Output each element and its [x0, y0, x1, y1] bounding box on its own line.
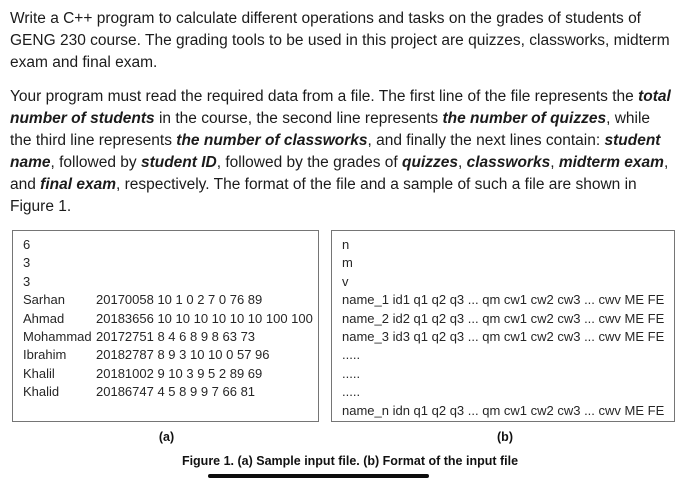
- emphasized-term: total number of students: [10, 88, 671, 127]
- emphasized-term: the number of classworks: [176, 132, 368, 149]
- emphasized-term: final exam: [40, 176, 116, 193]
- format-line: name_n idn q1 q2 q3 ... qm cw1 cw2 cw3 ... cwv ME FE: [342, 402, 665, 418]
- emphasized-term: student ID: [140, 154, 217, 171]
- format-line: .....: [342, 347, 361, 363]
- student-row: [23, 310, 312, 328]
- paragraph-text: Your program must read the required data from a file. The first line of the file represents the: [10, 88, 639, 105]
- format-line: v: [342, 273, 349, 289]
- student-row: [23, 291, 312, 309]
- student-grades: 20182787 8 9 3 10 10 0 57 96: [96, 347, 270, 363]
- file-header-line: 3: [23, 273, 31, 289]
- student-name: Sarhan: [23, 292, 65, 308]
- intro-paragraph-2: [10, 86, 672, 218]
- sub-captions-row: [10, 430, 690, 444]
- paragraph-text: , followed by the grades of: [216, 154, 403, 171]
- paragraph-text: , respectively. The format of the file and a sample of such a file are shown in Figure 1.: [10, 176, 637, 215]
- paragraph-text: , and: [10, 154, 669, 193]
- student-name: Ibrahim: [23, 347, 67, 363]
- student-row: [23, 365, 312, 383]
- emphasized-term: quizzes: [402, 154, 458, 171]
- figure-1-boxes: [10, 230, 690, 422]
- student-grades: 20170058 10 1 0 2 7 0 76 89: [96, 292, 263, 308]
- emphasized-term: student name: [10, 132, 661, 171]
- student-name: Khalid: [23, 384, 60, 400]
- figure-caption: Figure 1. (a) Sample input file. (b) Format of the input file: [181, 454, 519, 468]
- sample-input-file-box: [12, 230, 319, 422]
- emphasized-term: the number of quizzes: [442, 110, 607, 127]
- student-grades: 20186747 4 5 8 9 9 7 66 81: [96, 384, 256, 400]
- paragraph-text: , and finally the next lines contain:: [367, 132, 605, 149]
- paragraph-text: ,: [550, 154, 559, 171]
- emphasized-term: midterm exam: [558, 154, 664, 171]
- paragraph-text: in the course, the second line represents: [154, 110, 443, 127]
- input-file-format-box: [331, 230, 675, 422]
- caption-b: (b): [497, 430, 513, 444]
- student-grades: 20183656 10 10 10 10 10 10 100 100: [96, 310, 313, 326]
- student-name: Khalil: [23, 365, 55, 381]
- format-line: m: [342, 255, 353, 271]
- emphasized-term: classworks: [466, 154, 551, 171]
- student-grades: 20172751 8 4 6 8 9 8 63 73: [96, 329, 256, 345]
- format-line: name_2 id2 q1 q2 q3 ... qm cw1 cw2 cw3 ... cwv ME FE: [342, 310, 665, 326]
- student-row: [23, 383, 312, 401]
- format-line: name_1 id1 q1 q2 q3 ... qm cw1 cw2 cw3 ... cwv ME FE: [342, 292, 665, 308]
- paragraph-text: , followed by: [50, 154, 141, 171]
- student-name: Mohammad: [23, 329, 92, 345]
- format-line: name_3 id3 q1 q2 q3 ... qm cw1 cw2 cw3 ... cwv ME FE: [342, 329, 665, 345]
- file-header-line: 3: [23, 255, 31, 271]
- paragraph-text: , while the third line represents: [10, 110, 651, 149]
- intro-paragraph-1: Write a C++ program to calculate different operations and tasks on the grades of students of GENG 230 course. The grading tools to be used in this project are quizzes, classworks, midterm exam and final exam.: [10, 10, 670, 71]
- file-header-line: 6: [23, 237, 31, 252]
- bottom-divider-line: [208, 474, 429, 478]
- student-grades: 20181002 9 10 3 9 5 2 89 69: [96, 365, 263, 381]
- paragraph-text: ,: [458, 154, 467, 171]
- format-line: n: [342, 237, 350, 252]
- format-line: .....: [342, 365, 361, 381]
- caption-a: (a): [158, 430, 175, 444]
- student-row: [23, 328, 312, 346]
- student-name: Ahmad: [23, 310, 65, 326]
- student-row: [23, 346, 312, 364]
- format-line: .....: [342, 384, 361, 400]
